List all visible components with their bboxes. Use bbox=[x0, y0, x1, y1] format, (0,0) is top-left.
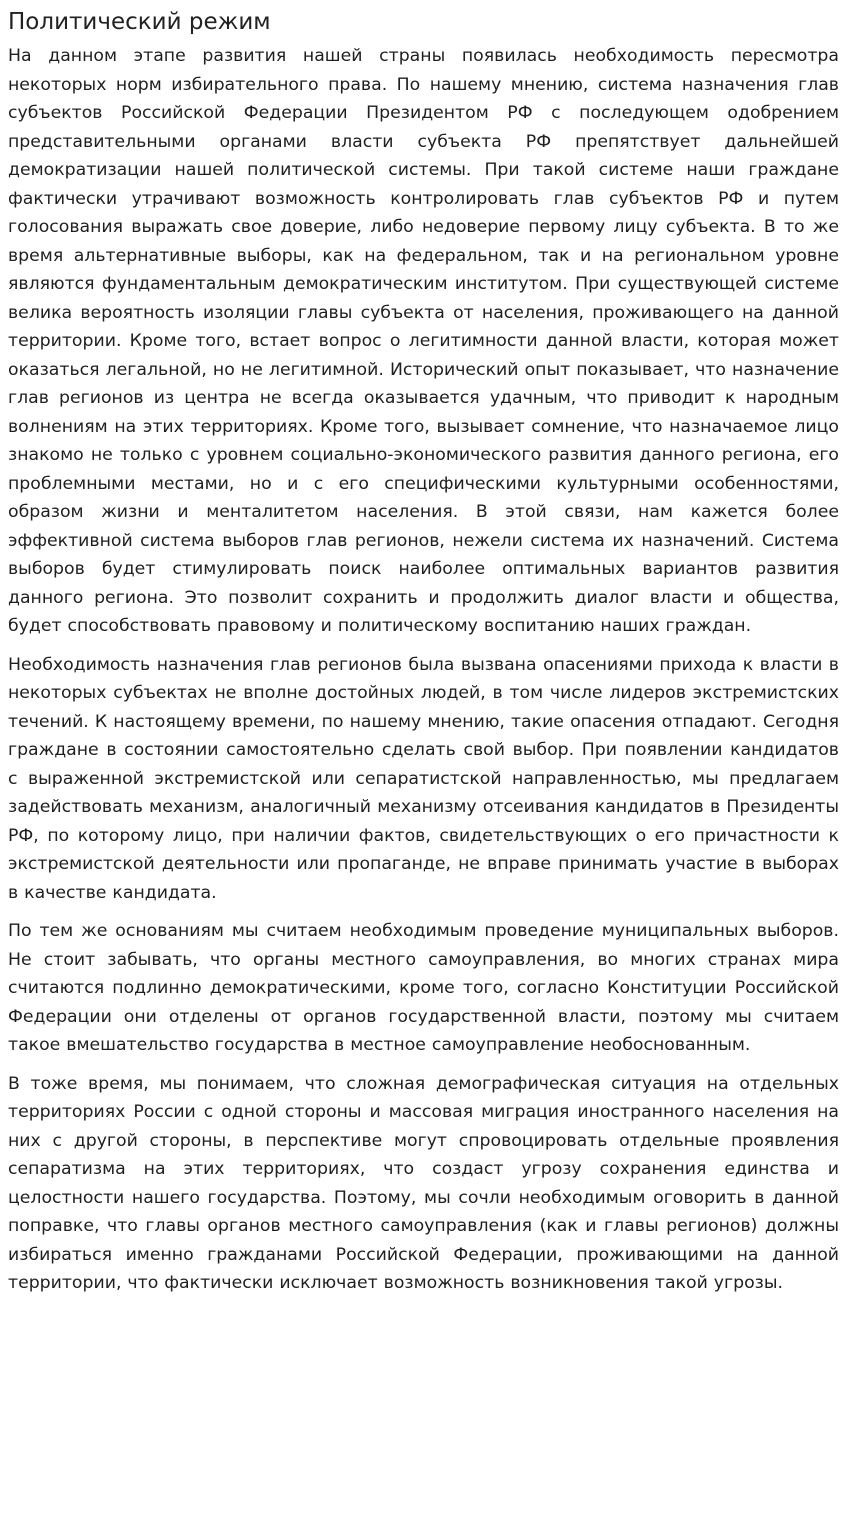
paragraph-2: Необходимость назначения глав регионов была вызвана опасениями прихода к власти в некоторых субъектах не вполне достойных людей, в том числе лидеров экстремистских течений. К настоящему времени, по нашему мнению, такие опасения отпадают. Сегодня граждане в состоянии самостоятельно сделать свой выбор. При появлении кандидатов с выраженной экстремистской или сепаратистской направленностью, мы предлагаем задействовать механизм, аналогичный механизму отсеивания кандидатов в Президенты РФ, по которому лицо, при наличии фактов, свидетельствующих о его причастности к экстремистской деятельности или пропаганде, не вправе принимать участие в выборах в качестве кандидата. bbox=[8, 654, 839, 903]
paragraph-1: На данном этапе развития нашей страны появилась необходимость пересмотра некоторых норм избирательного права. По нашему мнению, система назначения глав субъектов Российской Федерации Президентом РФ с последующем одобрением представительными органами власти субъекта РФ препятствует дальнейшей демократизации нашей политической системы. При такой системе наши граждане фактически утрачивают возможность контролировать глав субъектов РФ и путем голосования выражать свое доверие, либо недоверие первому лицу субъекта. В то же время альтернативные выборы, как на федеральном, так и на региональном уровне являются фундаментальным демократическим институтом. При существующей системе велика вероятность изоляции главы субъекта от населения, проживающего на данной территории. Кроме того, встает вопрос о легитимности данной власти, которая может оказаться легальной, но не легитимной. Исторический опыт показывает, что назначение глав регионов из центра не всегда оказывается удачным, что приводит к народным волнениям на этих территориях. Кроме того, вызывает сомнение, что назначаемое лицо знакомо не только с уровнем социально-экономического развития данного региона, его проблемными местами, но и с его специфическими культурными особенностями, образом жизни и менталитетом населения. В этой связи, нам кажется более эффективной система выборов глав регионов, нежели система их назначений. Система выборов будет стимулировать поиск наиболее оптимальных вариантов развития данного региона. Это позволит сохранить и продолжить диалог власти и общества, будет способствовать правовому и политическому воспитанию наших граждан. bbox=[8, 46, 839, 636]
paragraph-3: По тем же основаниям мы считаем необходимым проведение муниципальных выборов. Не стоит забывать, что органы местного самоуправления, во многих странах мира считаются подлинно демократическими, кроме того, согласно Конституции Российской Федерации они отделены от органов государственной власти, поэтому мы считаем такое вмешательство государства в местное самоуправление необоснованным. bbox=[8, 921, 839, 1055]
page-title: Политический режим bbox=[8, 9, 271, 35]
paragraph-4: В тоже время, мы понимаем, что сложная демографическая ситуация на отдельных территориях России с одной стороны и массовая миграция иностранного населения на них с другой стороны, в перспективе могут спровоцировать отдельные проявления сепаратизма на этих территориях, что создаст угрозу сохранения единства и целостности нашего государства. Поэтому, мы сочли необходимым оговорить в данной поправке, что главы органов местного самоуправления (как и главы регионов) должны избираться именно гражданами Российской Федерации, проживающими на данной территории, что фактически исключает возможность возникновения такой угрозы. bbox=[8, 1073, 839, 1293]
